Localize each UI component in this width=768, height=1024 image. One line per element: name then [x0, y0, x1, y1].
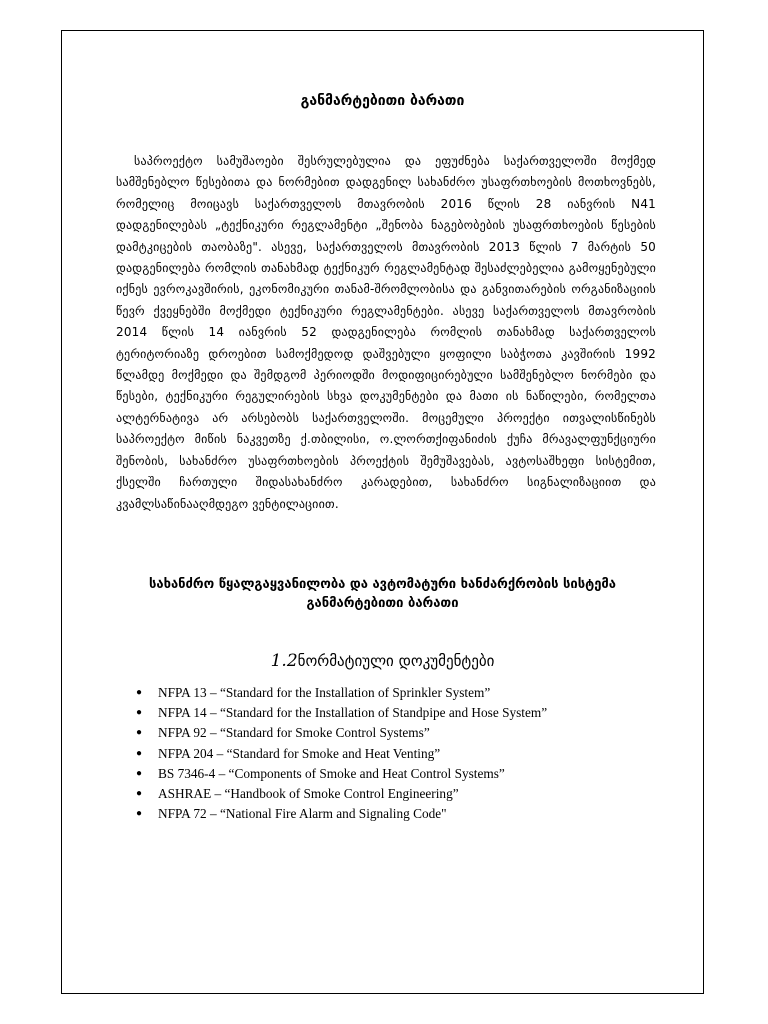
list-item	[136, 784, 678, 804]
list-item	[136, 744, 678, 764]
bullet-icon: ●	[136, 727, 143, 739]
list-item	[136, 804, 678, 824]
section-heading-line2: განმარტებითი ბარათი	[306, 596, 459, 611]
bullet-icon: ●	[136, 707, 143, 719]
list-item-text: ASHRAE – “Handbook of Smoke Control Engineering”	[158, 786, 459, 802]
body-paragraph: საპროექტო სამუშაოები შესრულებულია და ეფუძნება საქართველოში მოქმედ სამშენებლო წესებითა და ნორმებით დადგენილ სახანძრო უსაფრთხოების მოთხოვნებს, რომელიც მოიცავს საქართველოს მთავრობის 2016 წლის 28 იანვრის N41 დადგენილებას „ტექნიკური რეგლამენტი „შენობა ნაგებობების უსაფრთხოების წესების დამტკიცების თაობაზე". ასევე, საქართველოს მთავრობის 2013 წლის 7 მარტის 50 დადგენილება რომლის თანახმად ტექნიკურ რეგლამენტად შესაძლებელია გამოყენებული იქნეს ევროკავშირის, ეკონომიკური თანამ-შრომლობისა და განვითარების ორგანიზაციის წევრ ქვეყნებში მოქმედი ტექნიკური რეგლამენტები. ასევე საქართველოს მთავრობის 2014 წლის 14 იანვრის 52 დადგენილება რომლის თანახმად საქართველოს ტერიტორიაზე დროებით სამოქმედოდ დაშვებული ყოფილი საბჭოთა კავშირის 1992 წლამდე მოქმედი და შემდგომ პერიოდში მოდიფიცირებული სამშენებლო ნორმები და წესები, ტექნიკური რეგულირების სხვა დოკუმენტები და მათი ის ნაწილები, რომელთა ალტერნატივა არ არსებობს საქართველოში. მოცემული პროექტი ითვალისწინებს საპროექტო მიწის ნაკვეთზე ქ.თბილისი, ო.ლორთქიფანიძის ქუჩა მრავალფუნქციური შენობის, სახანძრო უსაფრთხოების პროექტის შემუშავებას, ავტოსაშხეფი სისტემით, ქსელში ჩართული შიდასახანძრო კარადებით, სახანძრო სიგნალიზაციით და კვამლსაწინააღმდეგო ვენტილაციით.	[116, 154, 656, 511]
list-item	[136, 764, 678, 784]
heading-number: 1.2	[270, 651, 298, 671]
list-item-text: NFPA 204 – “Standard for Smoke and Heat Venting”	[158, 745, 441, 761]
standards-list	[136, 683, 678, 824]
normative-docs-heading	[62, 651, 703, 671]
list-item	[136, 723, 678, 743]
list-item-text: NFPA 14 – “Standard for the Installation of Standpipe and Hose System”	[158, 705, 548, 721]
list-item-text: NFPA 72 – “National Fire Alarm and Signaling Code"	[158, 806, 447, 822]
list-item-text: BS 7346-4 – “Components of Smoke and Heat Control Systems”	[158, 765, 505, 781]
document-page	[61, 30, 704, 994]
bullet-icon: ●	[136, 767, 143, 779]
list-item	[136, 683, 678, 703]
list-item-text: NFPA 13 – “Standard for the Installation of Sprinkler System”	[158, 685, 491, 700]
bullet-icon: ●	[136, 788, 143, 800]
bullet-icon: ●	[136, 687, 143, 698]
page-title: განმარტებითი ბარათი	[300, 93, 465, 109]
heading-text: ნორმატიული დოკუმენტები	[297, 652, 495, 670]
section-heading	[62, 575, 703, 613]
section-heading-line1: სახანძრო წყალგაყვანილობა და ავტომატური ხანძარქრობის სისტემა	[148, 577, 617, 592]
list-item-text: NFPA 92 – “Standard for Smoke Control Systems”	[158, 725, 430, 741]
bullet-icon: ●	[136, 747, 143, 759]
bullet-icon: ●	[136, 808, 143, 820]
list-item	[136, 703, 678, 723]
